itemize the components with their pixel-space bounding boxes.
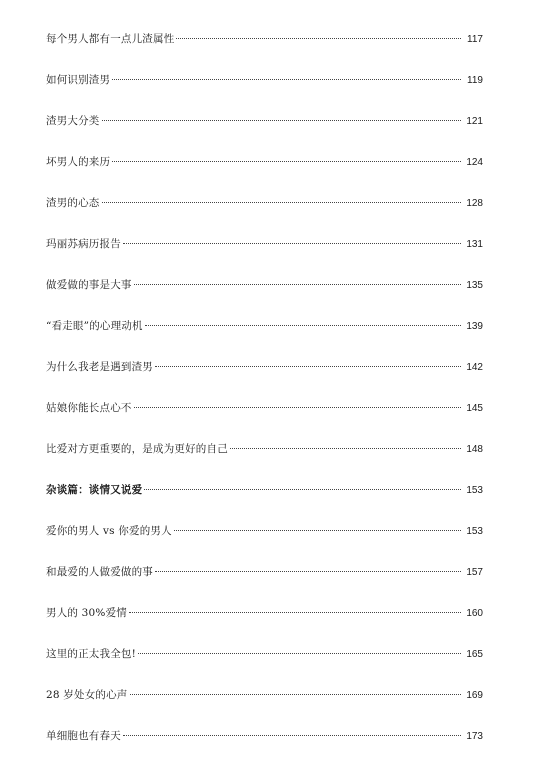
toc-entry[interactable] (46, 524, 483, 565)
toc-entry-title: 玛丽苏病历报告 (46, 238, 121, 250)
toc-entry-page: 157 (466, 567, 483, 578)
dot-leader (145, 325, 461, 326)
toc-entry-title: 杂谈篇：谈情又说爱 (46, 484, 143, 496)
toc-entry-page: 117 (467, 34, 483, 45)
toc-entry-page: 153 (466, 526, 483, 537)
toc-entry[interactable] (46, 442, 483, 483)
toc-entry-title: 男人的 30%爱情 (46, 607, 127, 619)
toc-entry-page: 169 (466, 690, 483, 701)
toc-entry-page: 139 (466, 321, 483, 332)
dot-leader (112, 161, 461, 162)
toc-section-heading[interactable] (46, 483, 483, 524)
toc-entry-page: 135 (466, 280, 483, 291)
toc-entry[interactable] (46, 565, 483, 606)
toc-entry-title: 坏男人的来历 (46, 156, 111, 168)
toc-entry-title: 渣男的心态 (46, 197, 100, 209)
toc-entry[interactable] (46, 114, 483, 155)
dot-leader (123, 735, 461, 736)
toc-entry-title: “看走眼”的心理动机 (46, 320, 143, 332)
dot-leader (155, 366, 461, 367)
toc-entry-title: 28 岁处女的心声 (46, 689, 128, 701)
toc-entry-page: 153 (466, 485, 483, 496)
toc-entry[interactable] (46, 688, 483, 729)
toc-entry-title: 姑娘你能长点心不 (46, 402, 132, 414)
toc-entry[interactable] (46, 278, 483, 319)
toc-entry[interactable] (46, 319, 483, 360)
dot-leader (130, 694, 462, 695)
dot-leader (138, 653, 461, 654)
dot-leader (102, 202, 462, 203)
toc-entry-title: 这里的正太我全包! (46, 648, 137, 660)
toc-entry-page: 119 (467, 75, 483, 86)
dot-leader (230, 448, 461, 449)
toc-entry-page: 142 (466, 362, 483, 373)
toc-entry[interactable] (46, 237, 483, 278)
toc-entry-page: 145 (466, 403, 483, 414)
toc-entry-page: 128 (466, 198, 483, 209)
toc-entry-title: 单细胞也有春天 (46, 730, 121, 742)
dot-leader (134, 407, 461, 408)
dot-leader (144, 489, 461, 490)
dot-leader (134, 284, 461, 285)
toc-entry-title: 如何识别渣男 (46, 74, 111, 86)
toc-entry[interactable] (46, 360, 483, 401)
toc-entry[interactable] (46, 401, 483, 442)
toc-entry[interactable] (46, 73, 483, 114)
dot-leader (102, 120, 462, 121)
toc-entry-title: 渣男大分类 (46, 115, 100, 127)
toc-entry-page: 165 (466, 649, 483, 660)
table-of-contents (46, 32, 483, 770)
dot-leader (112, 79, 461, 80)
dot-leader (174, 530, 461, 531)
dot-leader (123, 243, 461, 244)
toc-entry-title: 为什么我老是遇到渣男 (46, 361, 153, 373)
toc-entry[interactable] (46, 155, 483, 196)
toc-entry-page: 173 (466, 731, 483, 742)
dot-leader (129, 612, 461, 613)
dot-leader (155, 571, 461, 572)
toc-entry-page: 131 (466, 239, 483, 250)
toc-entry-title: 和最爱的人做爱做的事 (46, 566, 153, 578)
toc-entry-page: 160 (466, 608, 483, 619)
toc-entry-title: 爱你的男人 vs 你爱的男人 (46, 525, 172, 537)
toc-entry-title: 每个男人都有一点儿渣属性 (46, 33, 175, 45)
toc-entry-page: 121 (466, 116, 483, 127)
toc-entry[interactable] (46, 32, 483, 73)
toc-entry[interactable] (46, 196, 483, 237)
toc-entry[interactable] (46, 729, 483, 770)
dot-leader (176, 38, 461, 39)
toc-entry-title: 比爱对方更重要的，是成为更好的自己 (46, 443, 228, 455)
toc-entry-title: 做爱做的事是大事 (46, 279, 132, 291)
toc-entry-page: 148 (466, 444, 483, 455)
toc-entry[interactable] (46, 606, 483, 647)
toc-entry[interactable] (46, 647, 483, 688)
toc-entry-page: 124 (466, 157, 483, 168)
